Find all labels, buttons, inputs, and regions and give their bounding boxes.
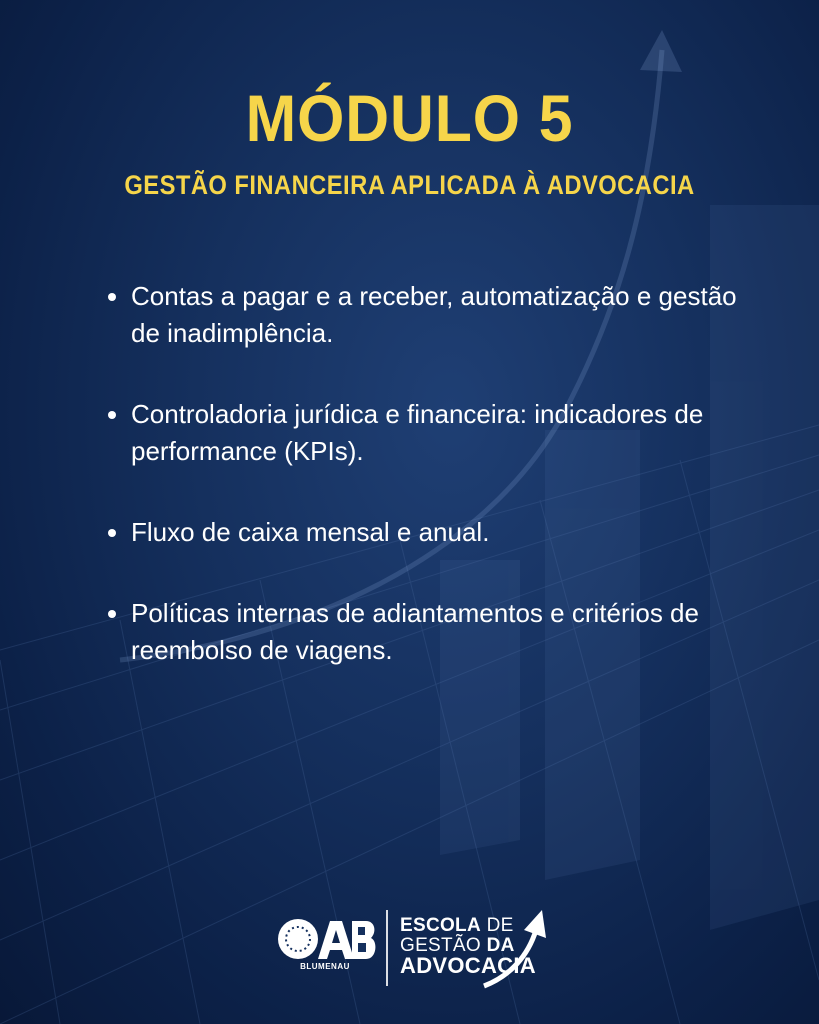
list-item xyxy=(106,595,746,669)
footer-divider xyxy=(386,910,388,986)
arrow-up-icon xyxy=(480,908,556,990)
list-item-text: Contas a pagar e a receber, automatização e gestão de inadimplência. xyxy=(131,281,737,348)
bullet-icon xyxy=(108,610,116,618)
bullet-icon xyxy=(108,529,116,537)
list-item-text: Fluxo de caixa mensal e anual. xyxy=(131,517,490,547)
oab-caption: BLUMENAU xyxy=(300,962,350,971)
list-item-text: Controladoria jurídica e financeira: indicadores de performance (KPIs). xyxy=(131,399,704,466)
school-logo-text: ESCOLA DE GESTÃO DA ADVOCACIA xyxy=(400,915,536,978)
topic-list xyxy=(106,278,746,669)
list-item-text: Políticas internas de adiantamentos e critérios de reembolso de viagens. xyxy=(131,598,699,665)
footer-logos xyxy=(270,908,560,990)
list-item xyxy=(106,514,746,551)
list-item xyxy=(106,278,746,352)
list-item xyxy=(106,396,746,470)
module-subtitle: GESTÃO FINANCEIRA APLICADA À ADVOCACIA xyxy=(124,170,695,200)
module-title: MÓDULO 5 xyxy=(245,81,574,155)
bullet-icon xyxy=(108,411,116,419)
bullet-icon xyxy=(108,293,116,301)
